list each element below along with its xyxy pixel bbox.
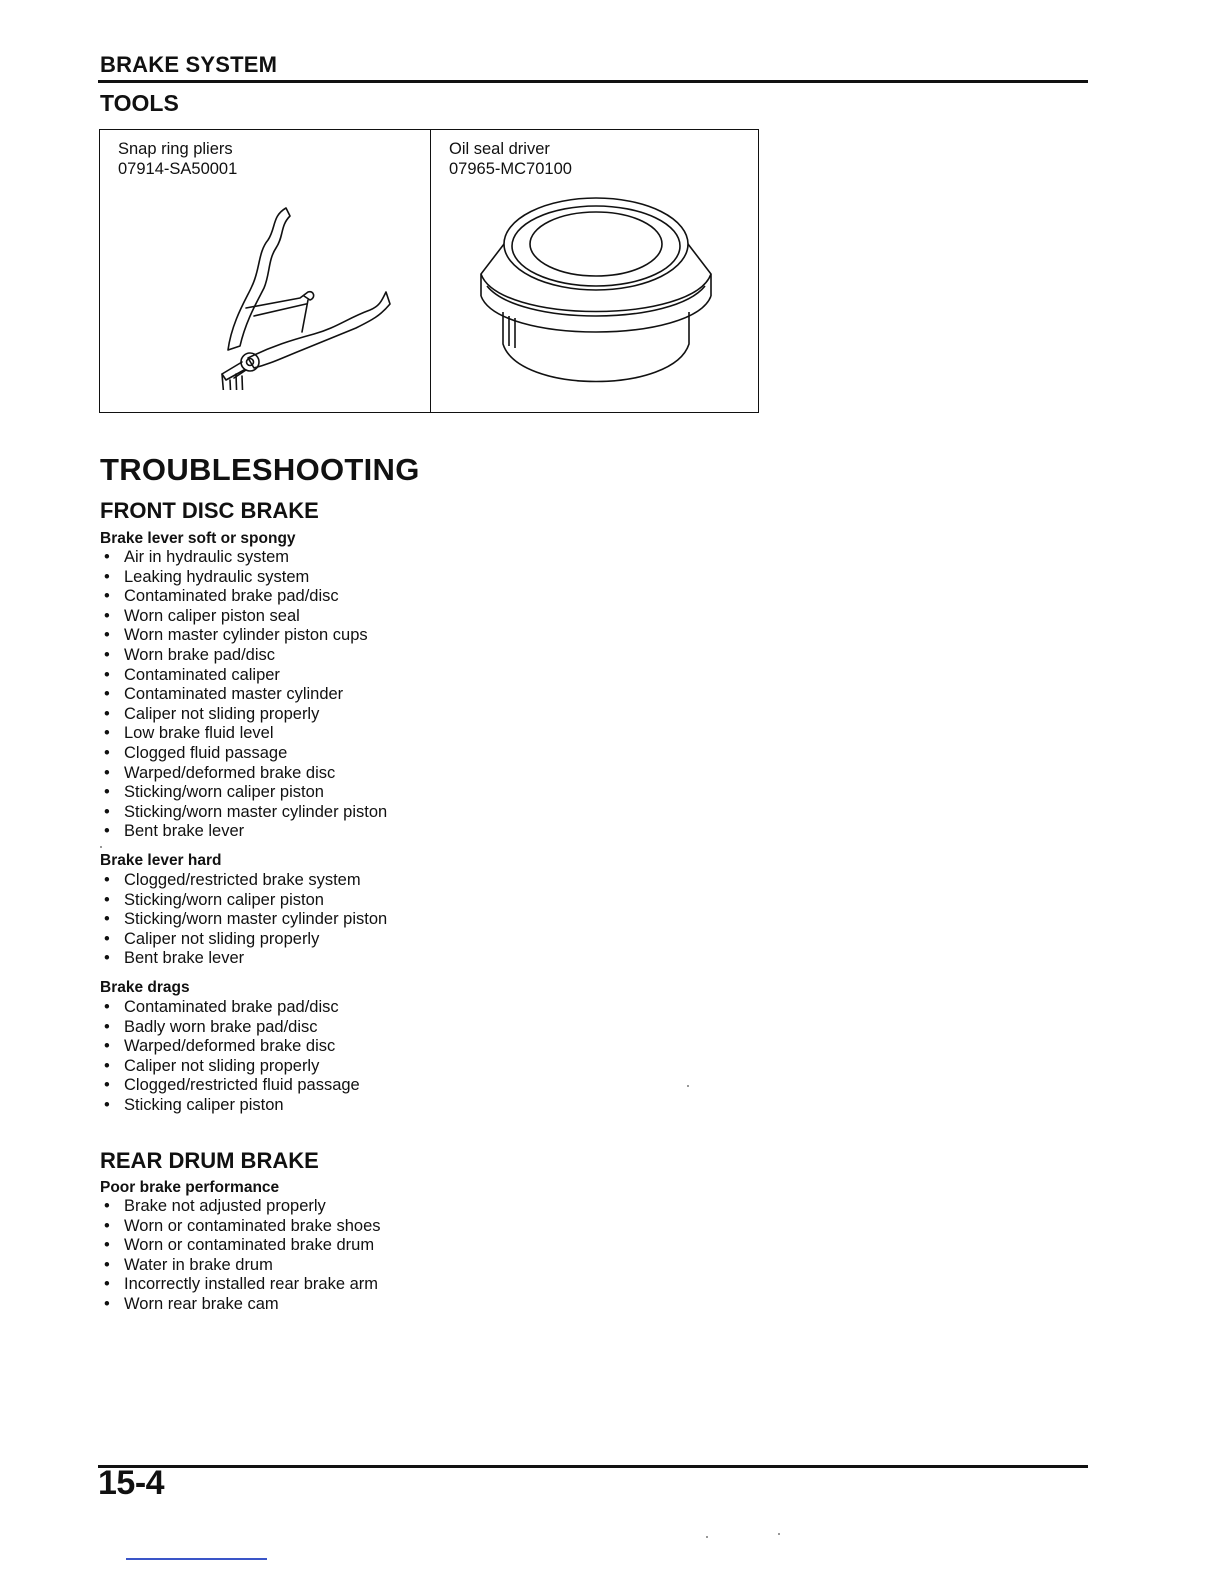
list-item: • Sticking/worn caliper piston [100,783,387,803]
tool-number: 07965-MC70100 [449,160,572,178]
list-item: • Brake not adjusted properly [100,1197,381,1217]
scan-speck [778,1533,780,1535]
tool-caption [449,139,572,179]
list-item: • Water in brake drum [100,1256,381,1276]
cause-list [100,548,387,842]
scan-mark [126,1558,267,1560]
group-title: Poor brake performance [100,1179,280,1196]
scan-speck [687,1085,689,1087]
group-title: Brake lever hard [100,852,222,869]
list-item: • Sticking/worn caliper piston [100,891,387,911]
page-number: 15-4 [98,1464,165,1502]
list-item: • Bent brake lever [100,822,387,842]
scan-speck [706,1536,708,1538]
cause-list [100,1197,381,1315]
list-item: • Worn rear brake cam [100,1295,381,1315]
group-title: Brake drags [100,979,190,996]
list-item: • Bent brake lever [100,949,387,969]
list-item: • Air in hydraulic system [100,548,387,568]
cause-list [100,871,387,969]
snap-ring-pliers-icon [152,200,392,390]
list-item: • Low brake fluid level [100,724,387,744]
tools-heading: TOOLS [100,90,179,116]
group-title: Brake lever soft or spongy [100,530,296,547]
list-item: • Clogged fluid passage [100,744,387,764]
tool-name: Oil seal driver [449,140,550,158]
troubleshooting-heading: TROUBLESHOOTING [100,452,420,487]
list-item: • Incorrectly installed rear brake arm [100,1275,381,1295]
list-item: • Leaking hydraulic system [100,568,387,588]
list-item: • Badly worn brake pad/disc [100,1018,360,1038]
list-item: • Worn or contaminated brake drum [100,1236,381,1256]
list-item: • Contaminated brake pad/disc [100,998,360,1018]
list-item: • Contaminated brake pad/disc [100,587,387,607]
list-item: • Caliper not sliding properly [100,705,387,725]
oil-seal-driver-icon [479,194,713,394]
header-rule [98,80,1088,83]
tool-cell-oil-seal-driver [431,130,758,412]
list-item: • Worn or contaminated brake shoes [100,1217,381,1237]
list-item: • Worn caliper piston seal [100,607,387,627]
section-header: BRAKE SYSTEM [100,52,278,77]
list-item: • Contaminated master cylinder [100,685,387,705]
list-item: • Sticking/worn master cylinder piston [100,803,387,823]
list-item: • Sticking caliper piston [100,1096,360,1116]
list-item: • Warped/deformed brake disc [100,764,387,784]
cause-list [100,998,360,1116]
tool-caption [118,139,237,179]
tool-name: Snap ring pliers [118,140,233,158]
list-item: • Clogged/restricted brake system [100,871,387,891]
list-item: • Sticking/worn master cylinder piston [100,910,387,930]
list-item: • Clogged/restricted fluid passage [100,1076,360,1096]
list-item: • Contaminated caliper [100,666,387,686]
scan-speck [100,846,102,848]
list-item: • Worn brake pad/disc [100,646,387,666]
list-item: • Caliper not sliding properly [100,1057,360,1077]
footer-rule [98,1465,1088,1468]
list-item: • Caliper not sliding properly [100,930,387,950]
tool-cell-snap-ring-pliers [100,130,431,412]
list-item: • Worn master cylinder piston cups [100,626,387,646]
list-item: • Warped/deformed brake disc [100,1037,360,1057]
front-disc-brake-heading: FRONT DISC BRAKE [100,498,319,523]
tool-number: 07914-SA50001 [118,160,238,178]
rear-drum-brake-heading: REAR DRUM BRAKE [100,1148,319,1173]
tools-table [99,129,759,413]
